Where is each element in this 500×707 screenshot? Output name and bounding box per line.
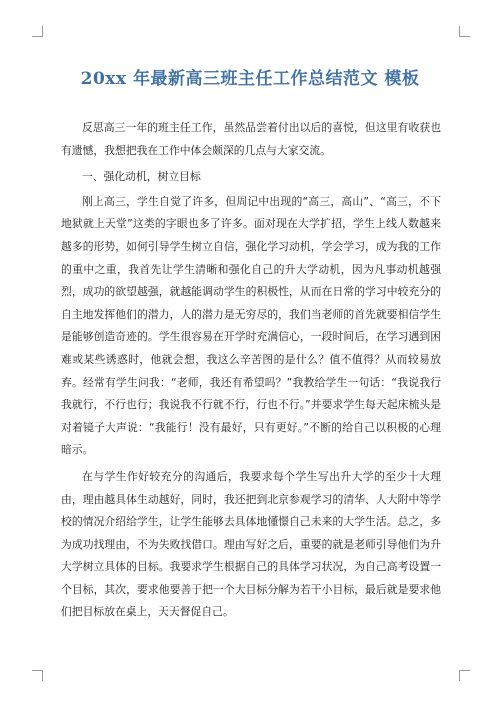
title-year: 20xx [80,69,127,89]
corner-mark-top-right [459,26,470,37]
section-heading: 一、强化动机，树立目标 [82,170,201,184]
corner-mark-bottom-right [459,670,470,681]
corner-mark-top-left [32,26,43,37]
corner-mark-bottom-left [32,670,43,681]
intro-paragraph: 反思高三一年的班主任工作，虽然品尝着付出以后的喜悦，但这里有收获也有遗憾，我想把我在工作中体会颇深的几点与大家交流。 [61,121,441,157]
title-text: 年最新高三班主任工作总结范文 模板 [126,69,420,89]
document-title [0,64,500,89]
body-paragraph-2: 在与学生作好较充分的沟通后，我要求每个学生写出升大学的至少十大理由，理由越具体生动越好，同时，我还把到北京参观学习的清华、人大附中等学校的情况介绍给学生，让学生能够去具体地懂憬自己未来的大学生活。总之，多为成功找理由，不为失败找借口。理由写好之后，重要的就是老师引导他们为升大学树立具体的目标。我要求学生根据自己的具体学习状况，为自己高考设置一个目标，其次，要求他要善于把一个大目标分解为若干小目标，最后就是要求他们把目标放在桌上，天天督促自己。 [61,469,441,619]
body-paragraph-1: 刚上高三，学生自觉了许多，但周记中出现的“高三，高山”、“高三，不下地狱就上天堂”这类的字眼也多了许多。面对现在大学扩招，学生上线人数越来越多的形势，如何引导学生树立自信，强化学习动机，学会学习，成为我的工作的重中之重，我首先让学生清晰和强化自己的升大学动机，因为凡事动机越强烈，成功的欲望越强，就越能调动学生的积极性，从而在日常的学习中较充分的自主地发挥他们的潜力，人的潜力是无穷尽的，我们当老师的首先就要相信学生是能够创造奇迹的。学生很容易在开学时充满信心，一段时间后，在学习遇到困难或某些诱惑时，他就会想，我这么辛苦图的是什么？值不值得？从而较易放弃。经常有学生问我：“老师，我还有希望吗？”我教给学生一句话：“我说我行我就行，不行也行；我说我不行就不行，行也不行。”并要求学生每天起床梳头是对着镜子大声说：“我能行！没有最好，只有更好。”不断的给自己以积极的心理暗示。 [61,194,441,457]
document-body [61,117,441,628]
